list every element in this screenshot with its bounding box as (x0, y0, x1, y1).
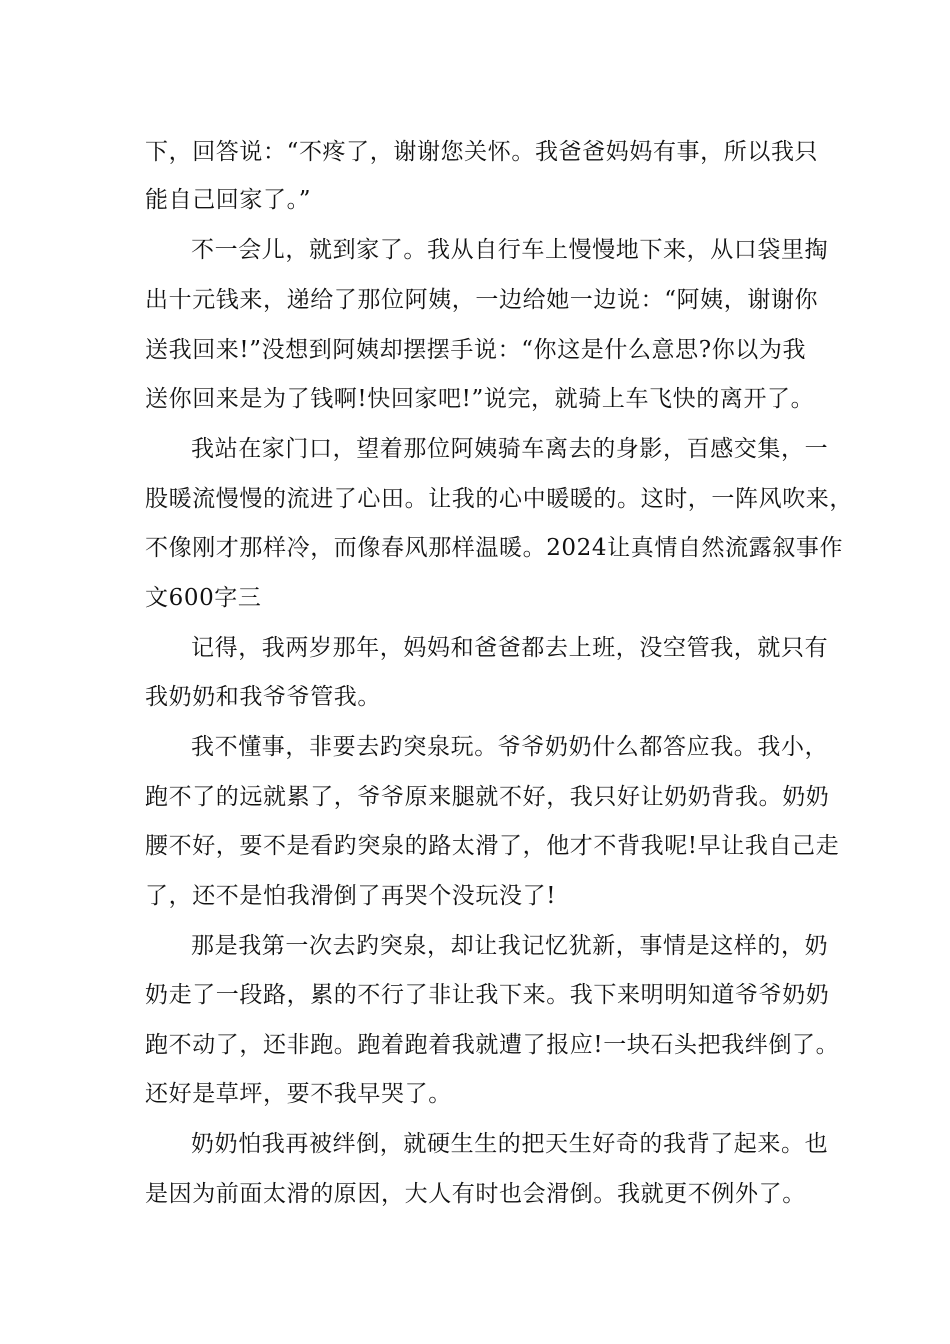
paragraph-first-line: 我站在家门口，望着那位阿姨骑车离去的身影，百感交集，一 (191, 436, 829, 462)
paragraph-first-line: 那是我第一次去趵突泉，却让我记忆犹新，事情是这样的，奶 (191, 933, 829, 959)
text-line: 我奶奶和我爷爷管我。 (145, 684, 381, 710)
text-line: 送我回来!”没想到阿姨却摆摆手说：“你这是什么意思?你以为我 (145, 337, 807, 363)
text-line: 还好是草坪，要不我早哭了。 (145, 1081, 452, 1107)
text-line: 奶走了一段路，累的不行了非让我下来。我下来明明知道爷爷奶奶 (145, 982, 830, 1008)
paragraph-first-line: 我不懂事，非要去趵突泉玩。爷爷奶奶什么都答应我。我小， (191, 734, 829, 760)
paragraph-first-line: 不一会儿，就到家了。我从自行车上慢慢地下来，从口袋里掏 (191, 237, 829, 263)
paragraph-first-line: 记得，我两岁那年，妈妈和爸爸都去上班，没空管我，就只有 (191, 635, 829, 661)
text-line: 腰不好，要不是看趵突泉的路太滑了，他才不背我呢!早让我自己走 (145, 833, 840, 859)
text-line: 跑不了的远就累了，爷爷原来腿就不好，我只好让奶奶背我。奶奶 (145, 784, 830, 810)
text-line: 了，还不是怕我滑倒了再哭个没玩没了! (145, 883, 557, 909)
text-line: 是因为前面太滑的原因，大人有时也会滑倒。我就更不例外了。 (145, 1181, 806, 1207)
text-line: 能自己回家了。” (145, 187, 312, 213)
text-line: 跑不动了，还非跑。跑着跑着我就遭了报应!一块石头把我绊倒了。 (145, 1032, 840, 1058)
text-line: 送你回来是为了钱啊!快回家吧!”说完，就骑上车飞快的离开了。 (145, 386, 815, 412)
text-line: 下，回答说：“不疼了，谢谢您关怀。我爸爸妈妈有事，所以我只 (145, 139, 819, 165)
text-line: 出十元钱来，递给了那位阿姨，一边给她一边说：“阿姨，谢谢你 (145, 287, 819, 313)
text-line: 不像刚才那样冷，而像春风那样温暖。2024让真情自然流露叙事作 (145, 535, 844, 561)
text-line: 股暖流慢慢的流进了心田。让我的心中暖暖的。这时，一阵风吹来， (145, 486, 853, 512)
text-line: 文600字三 (145, 585, 262, 611)
paragraph-first-line: 奶奶怕我再被绊倒，就硬生生的把天生好奇的我背了起来。也 (191, 1131, 829, 1157)
